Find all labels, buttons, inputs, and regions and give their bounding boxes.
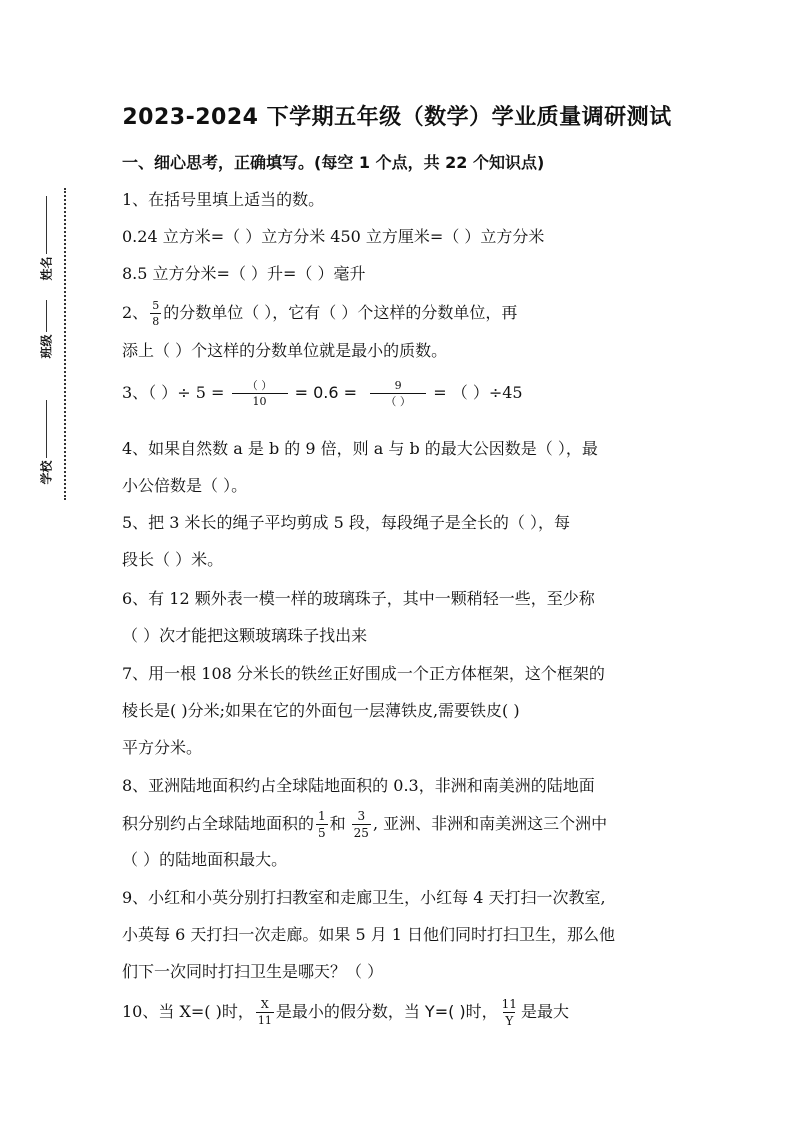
q10-frac2-num: 11 [501, 997, 517, 1011]
q6-line2: （ ）次才能把这颗玻璃珠子找出来 [122, 626, 368, 645]
q8-line3: （ ）的陆地面积最大。 [122, 850, 288, 869]
class-label: 班级 [39, 334, 54, 359]
q9-line1: 9、小红和小英分别打扫教室和走廊卫生，小红每 4 天打扫一次教室, [122, 888, 606, 907]
q2-prefix: 2、 [122, 303, 149, 322]
q9-line2: 小英每 6 天打扫一次走廊。如果 5 月 1 日他们同时打扫卫生，那么他 [122, 925, 616, 944]
q10-frac2-den: Y [505, 1014, 514, 1028]
side-field-name [38, 196, 54, 281]
q3-frac2-num: 9 [394, 379, 402, 392]
side-field-class [38, 300, 54, 359]
q2-line1-rest: 的分数单位（ ），它有（ ）个这样的分数单位，再 [163, 303, 518, 322]
q3-part3: = （ ）÷45 [433, 383, 523, 402]
q1-line3: 8.5 立方分米=（ ）升=（ ）毫升 [122, 264, 366, 283]
q2-frac-den: 8 [152, 315, 160, 328]
q3-fraction-1 [232, 380, 288, 407]
q10-part3: 是最大 [520, 1002, 569, 1021]
binding-dotted-line [64, 188, 66, 500]
q5-line1: 5、把 3 米长的绳子平均剪成 5 段，每段绳子是全长的（ ），每 [122, 513, 570, 532]
q8-line2-c: , 亚洲、非洲和南美洲这三个洲中 [372, 814, 608, 833]
q3-frac1-den: 10 [232, 393, 288, 407]
q7-line3: 平方分米。 [122, 738, 203, 757]
q2-frac-num: 5 [152, 299, 160, 312]
q8-line2 [122, 810, 607, 839]
q2-line1 [122, 300, 517, 327]
q8-fraction-1 [316, 810, 328, 839]
q8-line1: 8、亚洲陆地面积约占全球陆地面积的 0.3，非洲和南美洲的陆地面 [122, 776, 595, 795]
q8-line2-b: 和 [329, 814, 346, 833]
name-label: 姓名 [39, 256, 54, 281]
q7-line1: 7、用一根 108 分米长的铁丝正好围成一个正方体框架，这个框架的 [122, 664, 605, 683]
q8-line2-a: 积分别约占全球陆地面积的 [122, 814, 315, 833]
school-label: 学校 [39, 460, 54, 485]
side-field-school [38, 400, 54, 485]
q9-line3: 们下一次同时打扫卫生是哪天？（ ） [122, 962, 384, 981]
q10-frac1-den: 11 [257, 1014, 272, 1027]
q8-frac2-num: 3 [357, 809, 366, 823]
q10-frac1-num: X [260, 998, 269, 1011]
q10-part2: 是最小的假分数，当 Y=( )时， [275, 1002, 498, 1021]
q1-line1: 1、在括号里填上适当的数。 [122, 190, 325, 209]
q3-frac2-den: （ ） [370, 393, 426, 407]
q8-fraction-2 [352, 810, 371, 839]
q3-fraction-2 [370, 380, 426, 407]
q3-line [122, 380, 523, 407]
name-write-line [46, 196, 47, 254]
q10-fraction-2 [500, 998, 519, 1027]
q6-line1: 6、有 12 颗外表一模一样的玻璃珠子，其中一颗稍轻一些，至少称 [122, 589, 595, 608]
q4-line2: 小公倍数是（ ）。 [122, 476, 248, 495]
q4-line1: 4、如果自然数 a 是 b 的 9 倍，则 a 与 b 的最大公因数是（ ），最 [122, 439, 598, 458]
school-write-line [46, 400, 47, 458]
section-heading: 一、细心思考，正确填写。(每空 1 个点，共 22 个知识点) [122, 153, 545, 172]
q10-line [122, 998, 569, 1027]
q8-frac2-den: 25 [353, 826, 369, 840]
q8-frac1-num: 1 [318, 809, 326, 823]
q10-fraction-1 [256, 999, 274, 1026]
class-write-line [46, 300, 47, 332]
q2-fraction [150, 300, 161, 327]
q7-line2: 棱长是( )分米;如果在它的外面包一层薄铁皮,需要铁皮( ) [122, 701, 520, 720]
q3-part1: 3、（ ）÷ 5 = [122, 383, 225, 402]
q5-line2: 段长（ ）米。 [122, 550, 224, 569]
q1-line2: 0.24 立方米=（ ）立方分米 450 立方厘米=（ ）立方分米 [122, 227, 545, 246]
page-title: 2023-2024 下学期五年级（数学）学业质量调研测试 [122, 105, 672, 130]
q3-part2: = 0.6 = [294, 383, 358, 402]
q10-part1: 10、当 X=( )时， [122, 1002, 254, 1021]
q2-line2: 添上（ ）个这样的分数单位就是最小的质数。 [122, 341, 448, 360]
q3-frac1-num: （ ） [246, 379, 273, 392]
q8-frac1-den: 5 [318, 826, 326, 840]
